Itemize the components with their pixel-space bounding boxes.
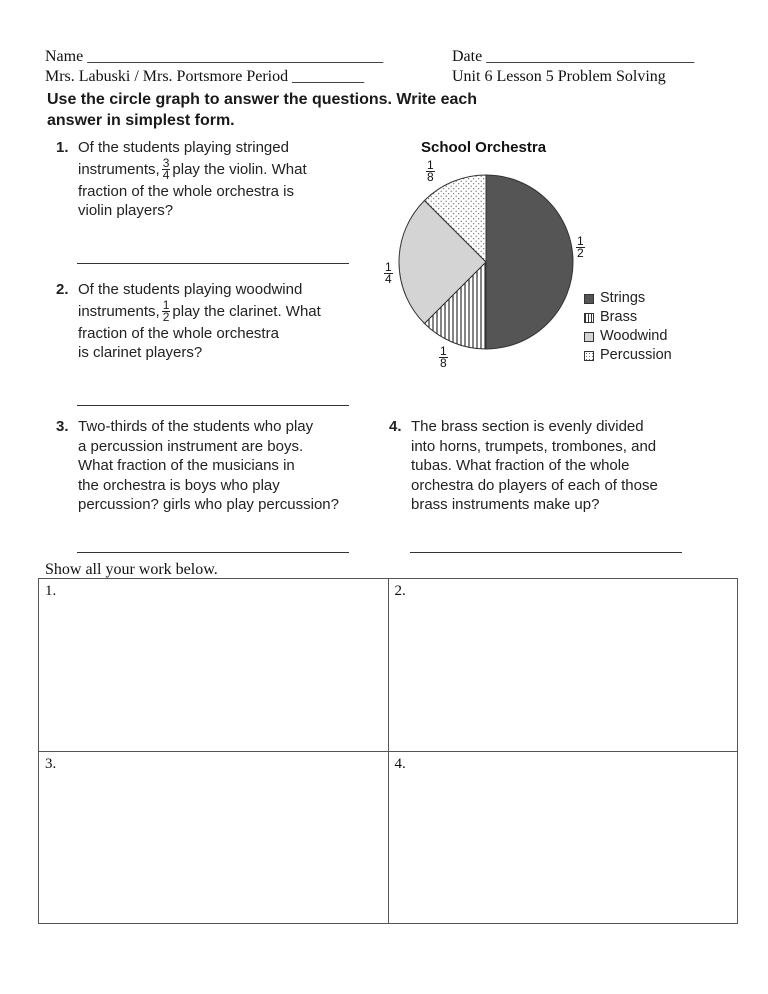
slice-label-strings [576, 236, 585, 259]
work-box-4[interactable] [388, 751, 738, 924]
instructions [47, 89, 517, 131]
work-box-2[interactable] [388, 579, 738, 752]
answer-line-1[interactable] [77, 263, 349, 264]
legend-label: Strings [600, 290, 646, 306]
question-text-line: is clarinet players? [78, 344, 203, 361]
work-box-number: 2. [394, 583, 406, 599]
question-text-fragment: play the violin. What [172, 160, 307, 178]
question-text-line: Two-thirds of the students who play [78, 418, 314, 435]
teacher-period-line: Mrs. Labuski / Mrs. Portsmore Period _________ [45, 68, 365, 85]
question-text-line: the orchestra is boys who play [78, 476, 280, 494]
question-number: 1. [56, 139, 69, 156]
fraction-denominator: 8 [440, 356, 447, 370]
answer-line-3[interactable] [77, 552, 349, 553]
pie-slice-strings [486, 175, 573, 349]
unit-lesson-title: Unit 6 Lesson 5 Problem Solving [452, 68, 666, 85]
fraction-numerator: 3 [162, 156, 170, 170]
question-text-line: orchestra do players of each of those [411, 476, 658, 494]
question-text-line: fraction of the whole orchestra is [78, 182, 294, 200]
fraction-denominator: 2 [162, 310, 170, 324]
slice-label-brass [439, 346, 448, 369]
question-number: 4. [389, 418, 402, 435]
legend-item-brass [584, 308, 672, 327]
question-2 [56, 280, 376, 363]
question-text-line: tubas. What fraction of the whole [411, 457, 630, 474]
instructions-line-2: answer in simplest form. [47, 112, 235, 129]
answer-line-4[interactable] [410, 552, 682, 553]
legend-swatch [584, 351, 594, 361]
legend-swatch [584, 294, 594, 304]
chart-title: School Orchestra [421, 139, 547, 156]
question-text-line: into horns, trumpets, trombones, and [411, 437, 657, 455]
question-text-line: What fraction of the musicians in [78, 457, 295, 474]
work-box-1[interactable] [39, 579, 389, 752]
question-text-fragment: instruments, [78, 302, 160, 320]
question-1 [56, 138, 376, 221]
question-text-line [78, 158, 376, 182]
fraction-numerator: 1 [440, 344, 447, 358]
name-field-label: Name _____________________________________ [45, 48, 384, 65]
work-box-number: 4. [394, 755, 406, 772]
legend-item-woodwind [584, 327, 672, 346]
chart-legend [584, 289, 672, 365]
legend-item-percussion [584, 346, 672, 365]
fraction [162, 300, 171, 323]
fraction-numerator: 1 [162, 298, 170, 312]
question-text-fragment: play the clarinet. What [172, 302, 321, 320]
question-text-line: violin players? [78, 202, 174, 219]
question-text-line: Of the students playing stringed [78, 139, 289, 156]
question-text-line: percussion? girls who play percussion? [78, 496, 339, 513]
fraction-denominator: 8 [427, 170, 434, 184]
work-box-number: 3. [45, 755, 57, 772]
fraction [162, 158, 171, 181]
date-field-label: Date __________________________ [452, 48, 695, 65]
legend-label: Woodwind [600, 328, 668, 344]
work-box-number: 1. [45, 583, 57, 599]
fraction-numerator: 1 [427, 158, 434, 172]
fraction-denominator: 4 [385, 272, 392, 286]
question-text-line: brass instruments make up? [411, 496, 600, 513]
legend-swatch [584, 313, 594, 323]
work-section-label: Show all your work below. [45, 561, 218, 578]
fraction-numerator: 1 [385, 260, 392, 274]
fraction-denominator: 2 [577, 246, 584, 260]
question-4 [389, 417, 709, 515]
legend-swatch [584, 332, 594, 342]
slice-label-percussion [426, 160, 435, 183]
legend-item-strings [584, 289, 672, 308]
work-grid [38, 578, 738, 924]
question-text-line: fraction of the whole orchestra [78, 324, 279, 342]
pie-chart [380, 160, 600, 380]
slice-label-woodwind [384, 262, 393, 285]
question-text-line [78, 300, 376, 324]
legend-label: Percussion [600, 347, 672, 363]
legend-label: Brass [600, 309, 638, 325]
instructions-line-1: Use the circle graph to answer the questions. Write each [47, 91, 478, 108]
work-box-3[interactable] [39, 751, 389, 924]
question-text-fragment: instruments, [78, 160, 160, 178]
question-3 [56, 417, 376, 515]
question-text-line: a percussion instrument are boys. [78, 437, 304, 455]
question-text-line: The brass section is evenly divided [411, 418, 644, 435]
fraction-numerator: 1 [577, 234, 584, 248]
answer-line-2[interactable] [77, 405, 349, 406]
question-text-line: Of the students playing woodwind [78, 281, 303, 298]
fraction-denominator: 4 [162, 168, 170, 182]
question-number: 2. [56, 281, 69, 298]
question-number: 3. [56, 418, 69, 435]
